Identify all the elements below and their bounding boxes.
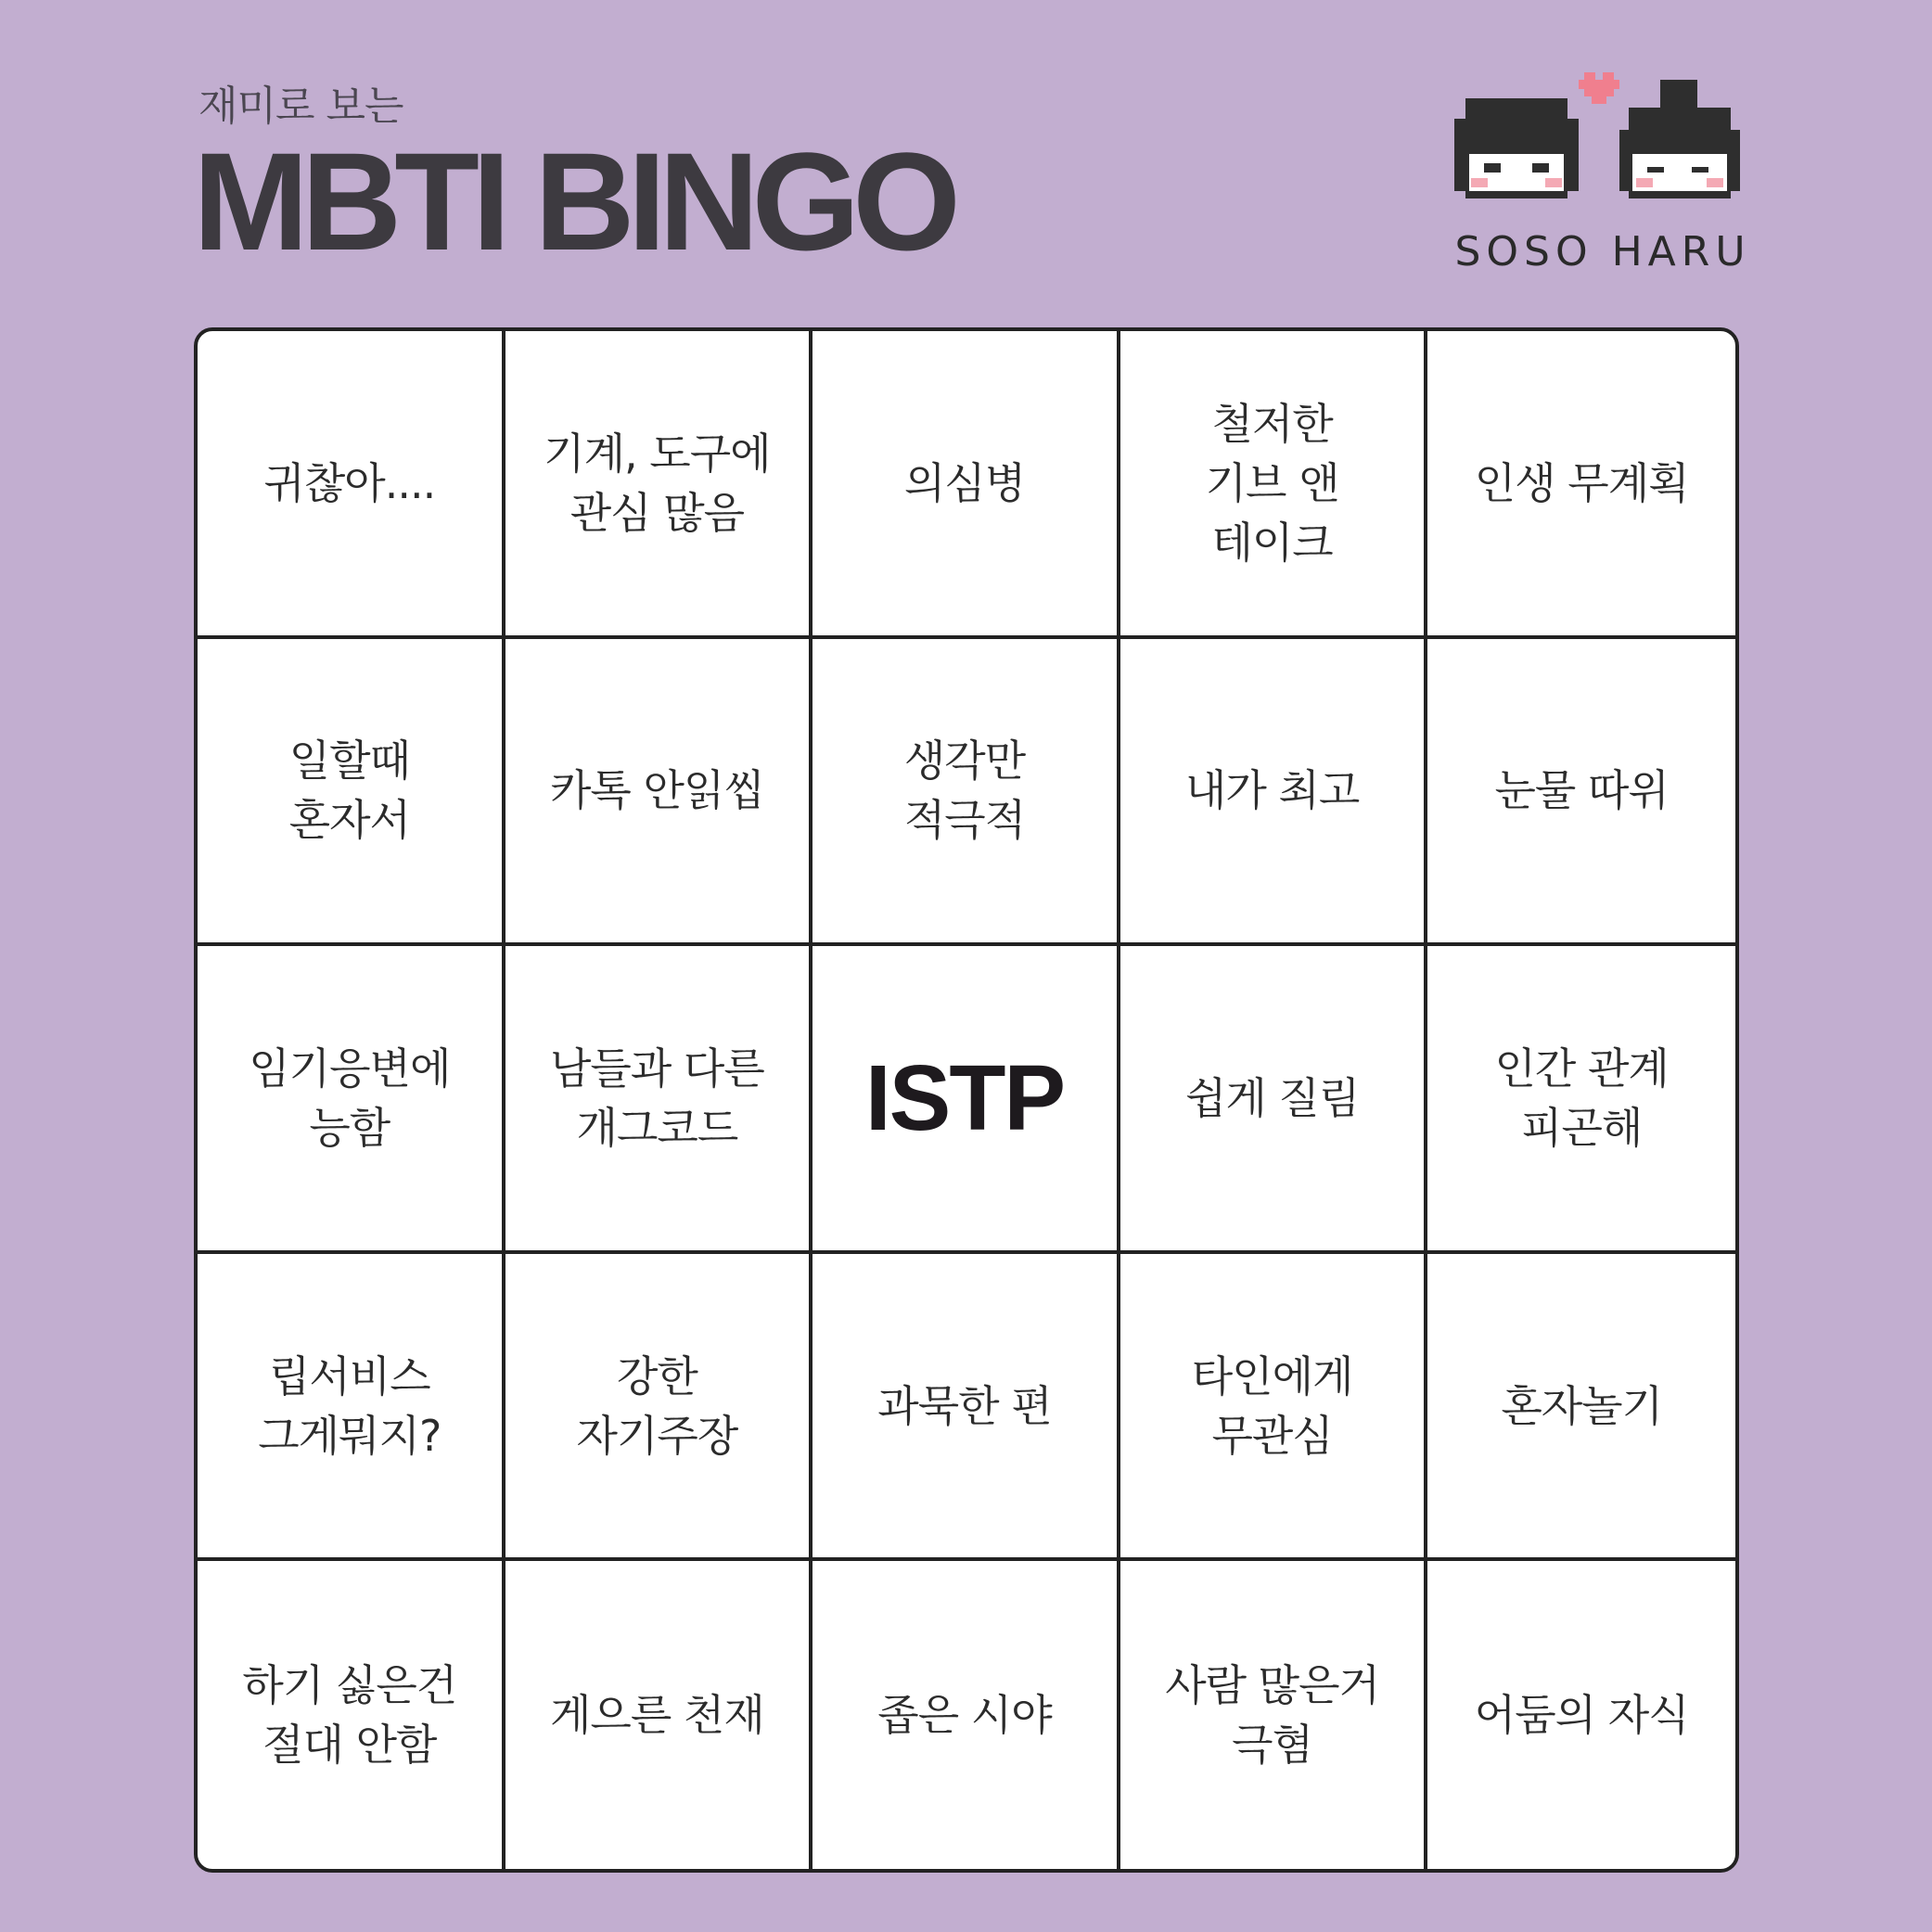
boy-character-icon xyxy=(1454,98,1579,198)
bingo-cell: 남들과 다른 개그코드 xyxy=(505,946,813,1254)
bingo-cell: 귀찮아.... xyxy=(198,331,505,639)
bingo-cell: 임기응변에 능함 xyxy=(198,946,505,1254)
bingo-cell: 내가 최고 xyxy=(1120,639,1428,947)
bingo-cell: 혼자놀기 xyxy=(1427,1254,1735,1562)
bingo-cell: 강한 자기주장 xyxy=(505,1254,813,1562)
bingo-cell: 좁은 시야 xyxy=(812,1561,1120,1869)
bingo-cell: 인생 무계획 xyxy=(1427,331,1735,639)
soso-haru-logo xyxy=(1447,70,1759,275)
bingo-cell: 하기 싫은건 절대 안함 xyxy=(198,1561,505,1869)
heart-icon xyxy=(1579,72,1619,104)
bingo-cell: 철저한 기브 앤 테이크 xyxy=(1120,331,1428,639)
bingo-cell: 어둠의 자식 xyxy=(1474,1690,1689,1741)
couple-pixel-characters-icon xyxy=(1447,70,1759,228)
bingo-cell: 생각만 적극적 xyxy=(812,639,1120,947)
bingo-cell: 의심병 xyxy=(812,331,1120,639)
bingo-cell: 립서비스 그게뭐지? xyxy=(198,1254,505,1562)
bingo-cell: 눈물 따위 xyxy=(1427,639,1735,947)
bingo-cell: 인간 관계 피곤해 xyxy=(1427,946,1735,1254)
page-title: MBTI BINGO xyxy=(193,123,953,279)
girl-character-icon xyxy=(1619,80,1740,198)
bingo-board xyxy=(194,327,1739,1873)
bingo-cell: 일할때 혼자서 xyxy=(198,639,505,947)
bingo-cell: 기계, 도구에 관심 많음 xyxy=(505,331,813,639)
bingo-cell: 쉽게 질림 xyxy=(1120,946,1428,1254)
page-subtitle: 재미로 보는 xyxy=(198,83,403,130)
bingo-cell: 게으른 천재 xyxy=(505,1561,813,1869)
bingo-cell: 타인에게 무관심 xyxy=(1120,1254,1428,1562)
bingo-cell: 카톡 안읽씹 xyxy=(505,639,813,947)
logo-text: SOSO HARU xyxy=(1454,228,1751,275)
bingo-cell: 사람 많은거 극혐 xyxy=(1120,1561,1428,1869)
bingo-center-cell: ISTP xyxy=(812,946,1120,1254)
bingo-cell: 과묵한 편 xyxy=(812,1254,1120,1562)
